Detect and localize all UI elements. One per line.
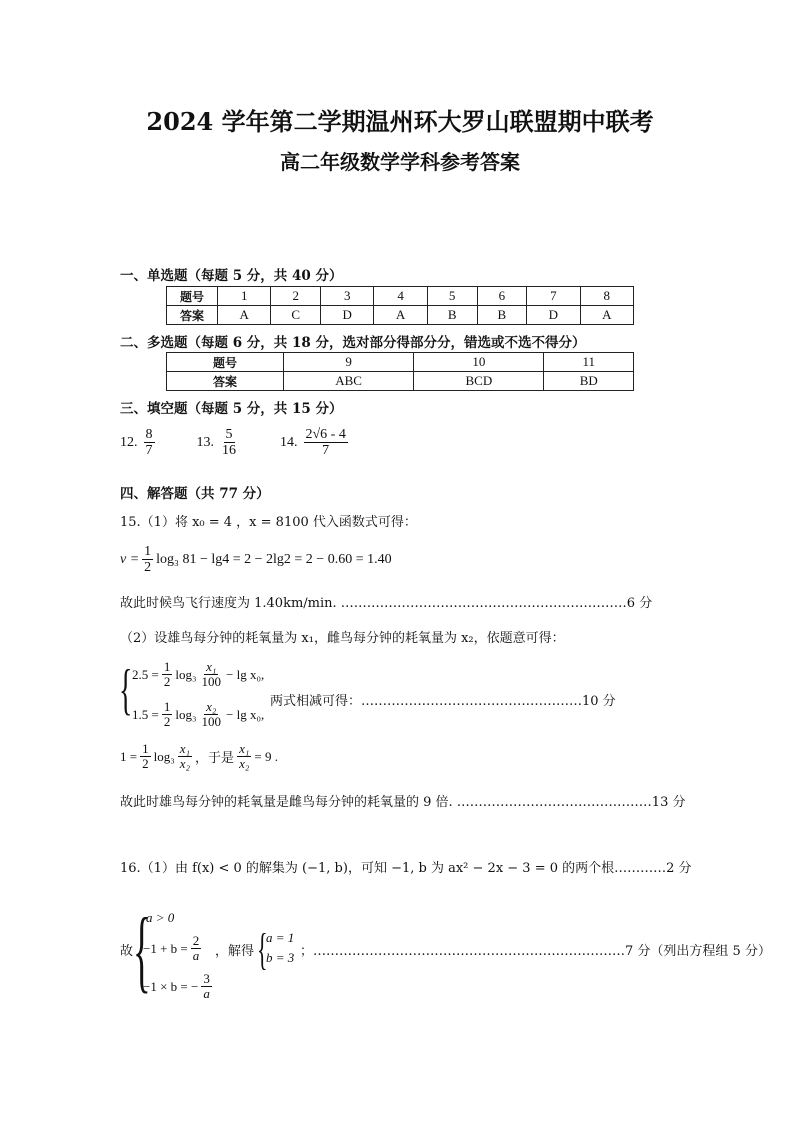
row-label: 答案 [167, 306, 218, 325]
q15-part1-intro: 15.（1）将 x₀ = 4 ，x = 8100 代入函数式可得： [120, 515, 417, 530]
section4-heading: 四、解答题（共 77 分） [120, 486, 270, 502]
ratio-fraction [178, 742, 192, 772]
condition-3 [143, 972, 212, 1002]
q15-velocity-equation [120, 544, 392, 576]
fill-blank-answers [120, 427, 348, 459]
lhs: −1 × b = − [143, 978, 199, 994]
half-fraction [162, 700, 173, 730]
table-cell: 9 [284, 353, 414, 372]
ratio-fraction [200, 700, 224, 730]
lhs: 1 = [120, 748, 138, 764]
table-cell: 8 [580, 287, 633, 306]
q15-part2-conclusion: 故此时雄鸟每分钟的耗氧量是雌鸟每分钟的耗氧量的 9 倍. ………………………………………13 分 [120, 795, 686, 810]
q14-numerator: 2√6 - 4 [305, 427, 346, 442]
q13-answer [220, 427, 238, 459]
table-cell: B [477, 306, 527, 325]
q16-part1-tail: ；………………………………………………………………7 分（列出方程组 5 分） [300, 944, 771, 959]
table-cell: BCD [414, 372, 544, 391]
equation-rest: log₃ 81 − lg4 = 2 − 2lg2 = 2 − 0.60 = 1.40 [156, 551, 392, 567]
denominator: a [203, 986, 210, 1002]
table-cell: 5 [427, 287, 477, 306]
table-cell: 1 [218, 287, 271, 306]
table-cell: 2 [271, 287, 321, 306]
table-cell: A [374, 306, 427, 325]
half-fraction [140, 742, 151, 772]
table-cell: D [527, 306, 580, 325]
v-label: v = [120, 551, 140, 567]
system-equation-2 [132, 700, 264, 730]
table-cell: 7 [527, 287, 580, 306]
denominator: 2 [142, 756, 149, 772]
left-brace: { [133, 899, 151, 1001]
lhs: 2.5 = [132, 666, 159, 682]
denominator: 2 [144, 560, 152, 576]
q12-answer [144, 427, 155, 459]
log-base: log₃ [175, 666, 197, 682]
q13-denominator: 16 [222, 443, 236, 459]
numerator: 1 [144, 544, 152, 559]
half-fraction [142, 544, 153, 576]
subtract-note: 两式相减可得：……………………………………………10 分 [270, 694, 616, 709]
q13-label: 13. [196, 434, 214, 450]
solve-label: ，解得 [215, 944, 255, 959]
q14-label: 14. [280, 434, 298, 450]
numerator: x₂ [206, 699, 217, 714]
denominator: 2 [163, 674, 171, 690]
table-cell: ABC [284, 372, 414, 391]
numerator: 1 [163, 699, 171, 714]
table-cell: A [580, 306, 633, 325]
lhs: −1 + b = [143, 940, 188, 956]
left-brace: { [119, 659, 133, 721]
table-cell: 11 [544, 353, 634, 372]
row-label: 题号 [167, 287, 218, 306]
numerator: x₁ [239, 741, 250, 756]
table-row [167, 287, 634, 306]
row-label: 题号 [167, 353, 284, 372]
system-equation-1 [132, 660, 264, 690]
multi-choice-table [166, 352, 634, 391]
numerator: x₁ [179, 741, 191, 756]
numerator: 3 [203, 971, 210, 986]
fraction [201, 972, 212, 1002]
single-choice-table [166, 286, 634, 325]
table-cell: A [218, 306, 271, 325]
ratio-fraction [200, 660, 224, 690]
solution-a: a = 1 [266, 930, 295, 945]
tail: − lg x₀, [226, 666, 265, 682]
table-cell: C [271, 306, 321, 325]
condition-1: a > 0 [146, 910, 175, 925]
numerator: x₁ [206, 659, 217, 674]
denominator: x₂ [179, 756, 191, 772]
ratio-fraction [237, 742, 251, 772]
denominator: a [192, 948, 200, 964]
denominator: x₂ [239, 756, 250, 772]
row-label: 答案 [167, 372, 284, 391]
q16-gu: 故 [120, 944, 134, 959]
tail: = 9 . [254, 748, 278, 764]
numerator: 2 [192, 933, 200, 948]
section2-heading: 二、多选题（每题 6 分，共 18 分，选对部分得部分分，错选或不选不得分） [120, 335, 586, 351]
table-cell: D [321, 306, 374, 325]
q15-part2-intro: （2）设雄鸟每分钟的耗氧量为 x₁，雌鸟每分钟的耗氧量为 x₂，依题意可得： [120, 631, 565, 646]
exam-subtitle: 高二年级数学学科参考答案 [280, 150, 520, 174]
q16-part1-intro: 16.（1）由 f(x) < 0 的解集为 (−1, b)，可知 −1, b 为 ax² − 2x − 3 = 0 的两个根…………2 分 [120, 861, 692, 876]
table-cell: B [427, 306, 477, 325]
condition-2 [143, 934, 201, 964]
q15-result [120, 742, 278, 772]
left-brace: { [257, 925, 268, 974]
fraction [191, 934, 202, 964]
numerator: 1 [163, 659, 171, 674]
half-fraction [162, 660, 173, 690]
table-cell: 3 [321, 287, 374, 306]
table-cell: BD [544, 372, 634, 391]
solution-b: b = 3 [266, 950, 295, 965]
q15-part1-conclusion: 故此时候鸟飞行速度为 1.40km/min. …………………………………………………………6 分 [120, 596, 653, 611]
denominator: 2 [163, 714, 171, 730]
exam-title: 2024 学年第二学期温州环大罗山联盟期中联考 [146, 107, 654, 136]
denominator: 100 [201, 674, 221, 690]
q12-label: 12. [120, 434, 138, 450]
q14-denominator: 7 [322, 443, 330, 459]
table-row [167, 353, 634, 372]
log-base: log₃ [153, 748, 175, 764]
table-row [167, 372, 634, 391]
denominator: 100 [201, 714, 221, 730]
section1-heading: 一、单选题（每题 5 分，共 40 分） [120, 268, 343, 284]
q12-denominator: 7 [145, 443, 153, 459]
log-base: log₃ [175, 706, 197, 722]
connector: ，于是 [195, 751, 235, 767]
q14-answer [304, 427, 348, 459]
table-row [167, 306, 634, 325]
lhs: 1.5 = [132, 706, 159, 722]
table-cell: 6 [477, 287, 527, 306]
tail: − lg x₀, [226, 706, 265, 722]
section3-heading: 三、填空题（每题 5 分，共 15 分） [120, 401, 343, 417]
q12-numerator: 8 [145, 427, 153, 442]
table-cell: 10 [414, 353, 544, 372]
q13-numerator: 5 [225, 427, 233, 442]
table-cell: 4 [374, 287, 427, 306]
numerator: 1 [142, 741, 149, 756]
